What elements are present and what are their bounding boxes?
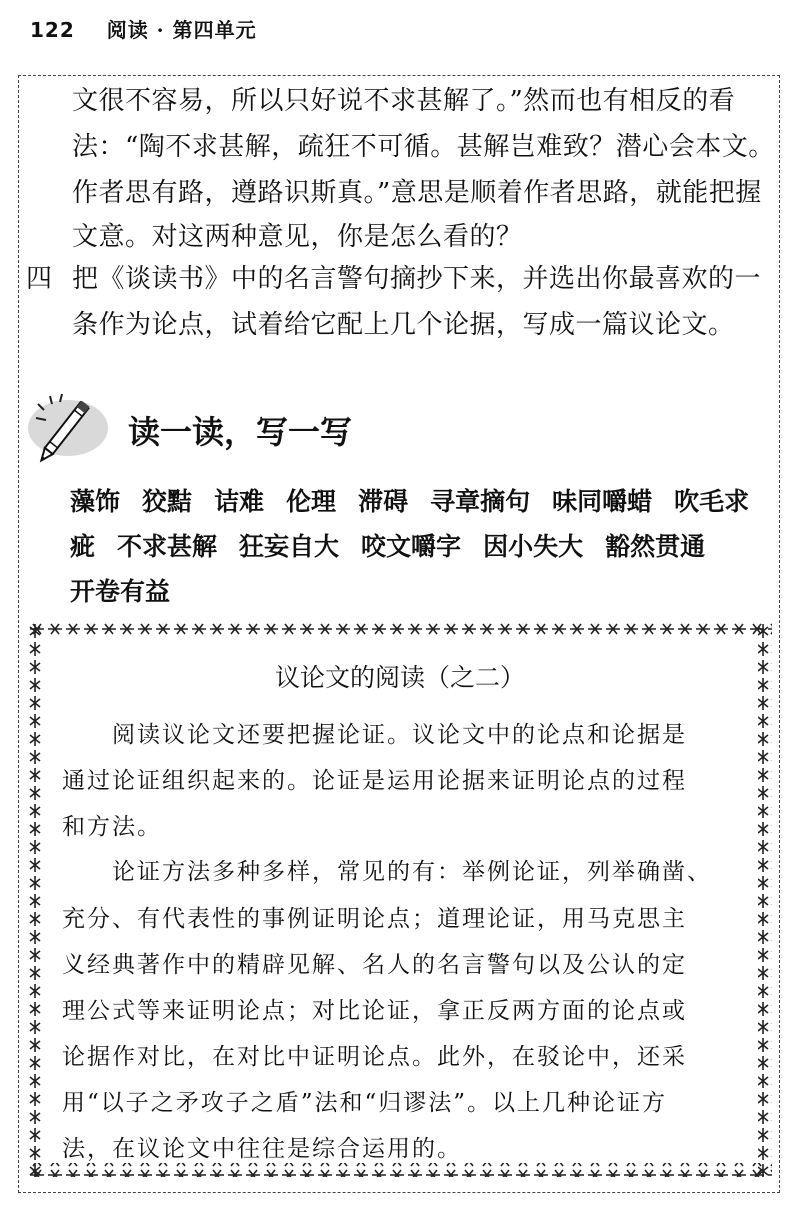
vocab-row <box>70 482 749 518</box>
vocab-word: 味同嚼蜡 <box>552 487 653 516</box>
vocab-word: 伦理 <box>286 487 337 516</box>
exercise-line: 作者思有路，遵路识斯真。”意思是顺着作者思路，就能把握 <box>72 178 762 208</box>
box-text-line: 和方法。 <box>62 814 162 840</box>
box-text-line: 充分、有代表性的事例证明论点；道理论证，用马克思主 <box>62 906 687 932</box>
vocab-word: 狡黠 <box>142 487 193 516</box>
vocab-word: 狂妄自大 <box>239 532 340 561</box>
vocab-word: 藻饰 <box>70 487 121 516</box>
pencil-icon <box>24 388 116 464</box>
vocab-word: 不求甚解 <box>117 532 218 561</box>
box-title: 议论文的阅读（之二） <box>274 663 525 692</box>
exercise-line: 文意。对这两种意见，你是怎么看的？ <box>72 222 523 252</box>
section-label: 阅读 · 第四单元 <box>106 18 257 42</box>
box-text-line: 义经典著作中的精辟见解、名人的名言警句以及公认的定 <box>62 952 687 978</box>
section-title: 读一读，写一写 <box>128 413 353 451</box>
box-text-line: 法，在议论文中往往是综合运用的。 <box>62 1136 462 1162</box>
exercise-4-number: 四 <box>26 264 53 294</box>
box-text-line: 论证方法多种多样，常见的有：举例论证，列举确凿、 <box>112 859 712 885</box>
exercise-line: 文很不容易，所以只好说不求甚解了。”然而也有相反的看 <box>72 86 736 116</box>
vocab-word: 吹毛求 <box>674 487 750 516</box>
box-text-line: 用“以子之矛攻子之盾”法和“归谬法”。以上几种论证方 <box>62 1090 668 1116</box>
box-text-line: 通过论证组织起来的。论证是运用论据来证明论点的过程 <box>62 768 687 794</box>
vocab-row <box>70 572 192 608</box>
box-text-line: 理公式等来证明论点；对比论证，拿正反两方面的论点或 <box>62 998 687 1024</box>
vocab-word: 豁然贯通 <box>605 532 706 561</box>
vocab-word: 因小失大 <box>483 532 584 561</box>
vocab-word: 开卷有益 <box>70 577 171 606</box>
vocab-row <box>70 527 727 563</box>
page-header <box>30 14 257 43</box>
vocab-word: 寻章摘句 <box>430 487 531 516</box>
vocab-word: 诘难 <box>214 487 265 516</box>
exercise-4-line: 条作为论点，试着给它配上几个论据，写成一篇议论文。 <box>72 310 735 340</box>
exercise-4-line: 把《谈读书》中的名言警句摘抄下来，并选出你最喜欢的一 <box>72 264 762 294</box>
vocab-word: 疵 <box>70 532 96 561</box>
page-number: 122 <box>30 18 75 42</box>
vocab-word: 滞碍 <box>358 487 409 516</box>
exercise-line: 法：“陶不求甚解，疏狂不可循。甚解岂难致？潜心会本文。 <box>72 132 775 162</box>
box-text-line: 阅读议论文还要把握论证。议论文中的论点和论据是 <box>112 722 687 748</box>
vocab-word: 咬文嚼字 <box>361 532 462 561</box>
box-text-line: 论据作对比，在对比中证明论点。此外，在驳论中，还采 <box>62 1044 687 1070</box>
